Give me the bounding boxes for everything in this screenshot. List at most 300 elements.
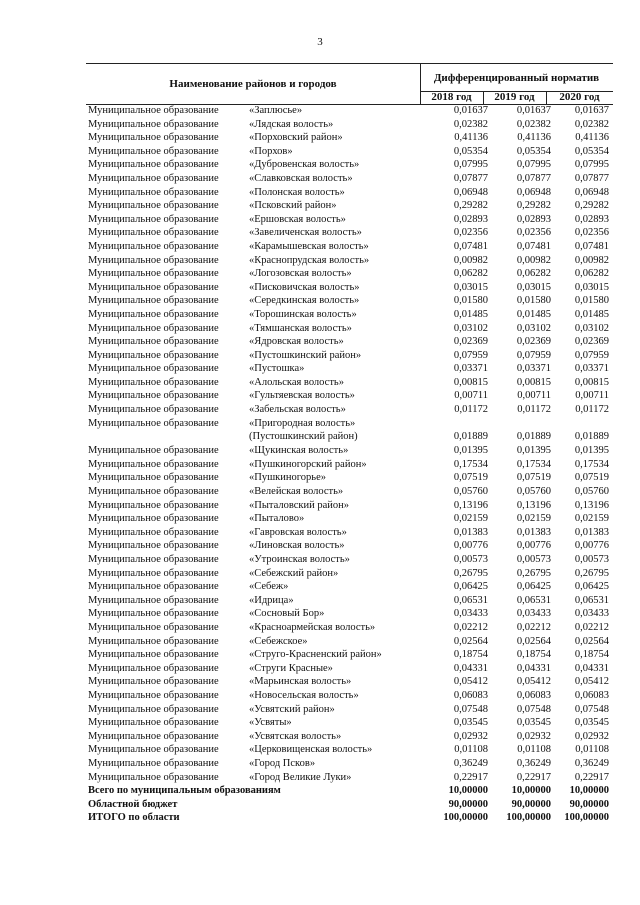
row-label: Муниципальное образование xyxy=(88,105,219,116)
municipality-name-line: «Новосельская волость» xyxy=(249,689,359,701)
value-cell: 0,06083 xyxy=(453,689,488,701)
municipality-name xyxy=(249,145,293,159)
municipality-name xyxy=(249,213,346,227)
municipality-name xyxy=(249,186,345,200)
municipality-name xyxy=(249,403,346,417)
municipality-name-line: «Завеличенская волость» xyxy=(249,227,362,239)
value-cell: 0,02212 xyxy=(574,621,609,633)
row-label: Муниципальное образование xyxy=(88,132,219,144)
value-cell: 0,22917 xyxy=(453,771,488,783)
row-label: Муниципальное образование xyxy=(88,608,219,620)
municipality-name xyxy=(249,362,304,376)
municipality-name xyxy=(249,757,315,771)
value-cell: 0,26795 xyxy=(453,567,488,579)
municipality-name-line: «Славковская волость» xyxy=(249,172,353,184)
row-label: Муниципальное образование xyxy=(88,662,219,674)
row-label: Муниципальное образование xyxy=(88,390,219,402)
value-cell: 0,02564 xyxy=(516,635,551,647)
table-row xyxy=(88,226,613,240)
row-label: Муниципальное образование xyxy=(88,744,219,756)
table-row xyxy=(88,362,613,376)
municipality-name-line: «Пустошкинский район» xyxy=(249,349,362,361)
value-cell: 0,02893 xyxy=(453,213,488,225)
municipality-name-line: «Алольская волость» xyxy=(249,376,344,388)
total-value-cell: 100,00000 xyxy=(443,812,488,824)
value-cell: 0,41136 xyxy=(575,132,609,144)
municipality-name xyxy=(249,526,347,540)
row-label: Муниципальное образование xyxy=(88,594,219,606)
municipality-name-line: «Пыталовский район» xyxy=(249,499,350,511)
value-cell: 0,03371 xyxy=(516,363,551,375)
value-cell: 0,07519 xyxy=(453,472,488,484)
municipality-name-line: «Линовская волость» xyxy=(249,540,345,552)
value-cell: 0,07877 xyxy=(574,172,609,184)
value-cell: 0,07959 xyxy=(574,349,609,361)
table-row xyxy=(88,539,613,553)
municipality-name xyxy=(249,281,360,295)
municipality-name-line: «Пушкиногорский район» xyxy=(249,458,367,470)
municipality-name-line: «Середкинская волость» xyxy=(249,295,360,307)
municipality-name-line: «Торошинская волость» xyxy=(249,308,357,320)
value-cell: 0,01485 xyxy=(516,308,551,320)
value-cell: 0,01889 xyxy=(574,431,609,443)
value-cell: 0,01172 xyxy=(575,404,609,416)
value-cell: 0,41136 xyxy=(517,132,551,144)
value-cell: 0,02564 xyxy=(574,635,609,647)
value-cell: 0,01108 xyxy=(517,744,551,756)
municipality-name-line: «Логозовская волость» xyxy=(249,268,352,280)
value-cell: 0,01889 xyxy=(453,431,488,443)
row-label: Муниципальное образование xyxy=(88,458,219,470)
table-row xyxy=(88,567,613,581)
value-cell: 0,07481 xyxy=(574,240,609,252)
value-cell: 0,00573 xyxy=(516,554,551,565)
value-cell: 0,07548 xyxy=(574,703,609,715)
municipality-name xyxy=(249,104,302,118)
total-label: Областной бюджет xyxy=(88,798,178,810)
table-row xyxy=(88,689,613,703)
value-cell: 0,04331 xyxy=(574,662,609,674)
value-cell: 0,01889 xyxy=(516,431,551,443)
value-cell: 0,02564 xyxy=(453,635,488,647)
municipality-name xyxy=(249,675,351,689)
municipality-name xyxy=(249,131,343,145)
row-label: Муниципальное образование xyxy=(88,159,219,171)
total-value-cell: 90,00000 xyxy=(569,798,609,810)
value-cell: 0,00573 xyxy=(574,554,609,565)
table-row xyxy=(88,322,613,336)
total-label: ИТОГО по области xyxy=(88,812,180,824)
table-row xyxy=(88,403,613,417)
municipality-name xyxy=(249,417,358,445)
municipality-name-line: «Красноармейская волость» xyxy=(249,621,376,633)
column-header-name: Наименование районов и городов xyxy=(86,64,421,104)
value-cell: 0,02212 xyxy=(516,621,551,633)
value-cell: 0,01580 xyxy=(516,295,551,307)
value-cell: 0,06948 xyxy=(516,186,551,198)
table-row xyxy=(88,131,613,145)
value-cell: 0,03433 xyxy=(453,608,488,620)
row-label: Муниципальное образование xyxy=(88,118,219,130)
value-cell: 0,17534 xyxy=(516,458,551,470)
municipality-name xyxy=(249,648,382,662)
value-cell: 0,03545 xyxy=(453,717,488,729)
value-cell: 0,02893 xyxy=(574,213,609,225)
row-label: Муниципальное образование xyxy=(88,322,219,334)
municipality-name-line: «Усвятский район» xyxy=(249,703,335,715)
table-row xyxy=(88,444,613,458)
table-row xyxy=(88,104,613,118)
row-label: Муниципальное образование xyxy=(88,513,219,525)
value-cell: 0,02932 xyxy=(516,730,551,742)
value-cell: 0,29282 xyxy=(516,200,551,212)
value-cell: 0,00982 xyxy=(516,254,551,266)
municipality-name xyxy=(249,199,336,213)
value-cell: 0,02356 xyxy=(453,227,488,239)
row-label: Муниципальное образование xyxy=(88,213,219,225)
value-cell: 0,01580 xyxy=(453,295,488,307)
total-label: Всего по муниципальным образованиям xyxy=(88,785,281,797)
value-cell: 0,03545 xyxy=(574,717,609,729)
value-cell: 0,07995 xyxy=(574,159,609,171)
table-row xyxy=(88,594,613,608)
value-cell: 0,05760 xyxy=(453,486,488,498)
value-cell: 0,01395 xyxy=(516,445,551,457)
row-label: Муниципальное образование xyxy=(88,649,219,661)
municipality-name xyxy=(249,499,349,513)
row-label: Муниципальное образование xyxy=(88,240,219,252)
table-header xyxy=(86,63,613,105)
table-row xyxy=(88,757,613,771)
value-cell: 0,05412 xyxy=(516,676,551,688)
table-row xyxy=(88,417,613,445)
municipality-name xyxy=(249,444,348,458)
value-cell: 0,01637 xyxy=(516,105,551,116)
value-cell: 0,07877 xyxy=(453,172,488,184)
municipality-name xyxy=(249,335,344,349)
row-label: Муниципальное образование xyxy=(88,676,219,688)
municipality-name xyxy=(249,580,288,594)
row-label: Муниципальное образование xyxy=(88,730,219,742)
value-cell: 0,07959 xyxy=(453,349,488,361)
value-cell: 0,07548 xyxy=(453,703,488,715)
row-label: Муниципальное образование xyxy=(88,268,219,280)
municipality-name xyxy=(249,471,326,485)
value-cell: 0,06531 xyxy=(453,594,488,606)
total-value-cell: 90,00000 xyxy=(448,798,488,810)
value-cell: 0,03015 xyxy=(453,281,488,293)
table-row xyxy=(88,743,613,757)
value-cell: 0,00982 xyxy=(574,254,609,266)
table-row xyxy=(88,308,613,322)
row-label: Муниципальное образование xyxy=(88,486,219,498)
table-row xyxy=(88,771,613,785)
municipality-name xyxy=(249,172,353,186)
value-cell: 0,26795 xyxy=(516,567,551,579)
row-label: Муниципальное образование xyxy=(88,363,219,375)
value-cell: 0,05412 xyxy=(574,676,609,688)
table-row xyxy=(88,716,613,730)
table-row xyxy=(88,335,613,349)
municipality-name xyxy=(249,703,335,717)
municipality-name-line: «Велейская волость» xyxy=(249,486,344,498)
value-cell: 0,26795 xyxy=(574,567,609,579)
value-cell: 0,00776 xyxy=(574,540,609,552)
municipality-name xyxy=(249,771,351,785)
value-cell: 0,03015 xyxy=(516,281,551,293)
column-header-year-2020: 2020 год xyxy=(559,91,600,103)
value-cell: 0,07481 xyxy=(516,240,551,252)
row-label: Муниципальное образование xyxy=(88,703,219,715)
municipality-name-line: «Усвяты» xyxy=(249,717,292,729)
row-label: Муниципальное образование xyxy=(88,349,219,361)
value-cell: 0,03102 xyxy=(453,322,488,334)
total-value-cell: 10,00000 xyxy=(511,785,551,797)
table-row xyxy=(88,607,613,621)
value-cell: 0,06425 xyxy=(516,581,551,593)
value-cell: 0,03433 xyxy=(516,608,551,620)
municipality-name-line: «Псковский район» xyxy=(249,200,337,212)
municipality-name-line: «Утроинская волость» xyxy=(249,554,350,565)
value-cell: 0,06282 xyxy=(516,268,551,280)
value-cell: 0,36249 xyxy=(516,757,551,769)
table-row xyxy=(88,635,613,649)
value-cell: 0,06531 xyxy=(574,594,609,606)
municipality-name-line: «Заплюсье» xyxy=(249,105,303,116)
value-cell: 0,06083 xyxy=(516,689,551,701)
value-cell: 0,02356 xyxy=(516,227,551,239)
municipality-name-line: «Струго-Красненский район» xyxy=(249,649,382,661)
column-header-year-2018: 2018 год xyxy=(420,91,484,104)
municipality-name xyxy=(249,567,338,581)
value-cell: 0,06948 xyxy=(574,186,609,198)
value-cell: 0,13196 xyxy=(516,499,551,511)
municipality-name-line: «Себежское» xyxy=(249,635,308,647)
table-row xyxy=(88,389,613,403)
municipality-name-line: «Пустошка» xyxy=(249,363,305,375)
table-row xyxy=(88,471,613,485)
value-cell: 0,01637 xyxy=(574,105,609,116)
table-row xyxy=(88,553,613,567)
municipality-name-line: «Струги Красные» xyxy=(249,662,333,674)
value-cell: 0,02932 xyxy=(453,730,488,742)
row-label: Муниципальное образование xyxy=(88,621,219,633)
municipality-name xyxy=(249,662,333,676)
value-cell: 0,01485 xyxy=(453,308,488,320)
municipality-name xyxy=(249,539,345,553)
municipality-name-line: «Лядская волость» xyxy=(249,118,334,130)
row-label: Муниципальное образование xyxy=(88,554,219,565)
table-row xyxy=(88,240,613,254)
row-label: Муниципальное образование xyxy=(88,540,219,552)
value-cell: 0,06282 xyxy=(574,268,609,280)
row-label: Муниципальное образование xyxy=(88,417,219,429)
value-cell: 0,06948 xyxy=(453,186,488,198)
table-row xyxy=(88,118,613,132)
row-label: Муниципальное образование xyxy=(88,717,219,729)
municipality-name xyxy=(249,254,369,268)
value-cell: 0,06425 xyxy=(574,581,609,593)
value-cell: 0,01637 xyxy=(453,105,488,116)
value-cell: 0,06531 xyxy=(516,594,551,606)
municipality-name-line: «Порхов» xyxy=(249,145,293,157)
municipality-name-note: (Пустошкинский район) xyxy=(249,431,358,443)
value-cell: 0,01108 xyxy=(575,744,609,756)
table-row xyxy=(88,158,613,172)
value-cell: 0,36249 xyxy=(574,757,609,769)
value-cell: 0,17534 xyxy=(574,458,609,470)
municipality-name-line: «Пушкиногорье» xyxy=(249,472,327,484)
row-label: Муниципальное образование xyxy=(88,281,219,293)
municipality-name xyxy=(249,240,369,254)
municipality-name-line: «Ершовская волость» xyxy=(249,213,346,225)
municipality-name xyxy=(249,607,324,621)
municipality-name-line: «Идрица» xyxy=(249,594,294,606)
value-cell: 0,02382 xyxy=(453,118,488,130)
value-cell: 0,02356 xyxy=(574,227,609,239)
row-label: Муниципальное образование xyxy=(88,145,219,157)
value-cell: 0,03102 xyxy=(516,322,551,334)
value-cell: 0,01108 xyxy=(454,744,488,756)
total-row xyxy=(88,798,613,812)
value-cell: 0,41136 xyxy=(454,132,488,144)
total-value-cell: 90,00000 xyxy=(511,798,551,810)
value-cell: 0,02212 xyxy=(453,621,488,633)
table-row xyxy=(88,526,613,540)
row-label: Муниципальное образование xyxy=(88,581,219,593)
municipality-name-line: «Сосновый Бор» xyxy=(249,608,325,620)
column-header-normative: Дифференцированный норматив xyxy=(420,64,613,92)
total-row xyxy=(88,811,613,825)
total-value-cell: 100,00000 xyxy=(506,812,551,824)
municipality-name-line: «Себежский район» xyxy=(249,567,339,579)
total-value-cell: 10,00000 xyxy=(448,785,488,797)
value-cell: 0,18754 xyxy=(516,649,551,661)
value-cell: 0,07519 xyxy=(516,472,551,484)
municipality-name-line: «Город Псков» xyxy=(249,757,316,769)
municipality-name xyxy=(249,689,359,703)
row-label: Муниципальное образование xyxy=(88,336,219,348)
table-row xyxy=(88,213,613,227)
value-cell: 0,00711 xyxy=(575,390,609,402)
municipality-name xyxy=(249,118,333,132)
value-cell: 0,05354 xyxy=(516,145,551,157)
municipality-name-line: «Марьинская волость» xyxy=(249,676,352,688)
value-cell: 0,22917 xyxy=(516,771,551,783)
value-cell: 0,02159 xyxy=(516,513,551,525)
table-row xyxy=(88,458,613,472)
value-cell: 0,07877 xyxy=(516,172,551,184)
municipality-name-line: «Гультяевская волость» xyxy=(249,390,355,402)
municipality-name xyxy=(249,389,355,403)
value-cell: 0,00815 xyxy=(516,376,551,388)
municipality-name-line: «Карамышевская волость» xyxy=(249,240,369,252)
municipality-name-line: «Тямшанская волость» xyxy=(249,322,352,334)
municipality-name xyxy=(249,730,341,744)
municipality-name xyxy=(249,294,359,308)
value-cell: 0,06282 xyxy=(453,268,488,280)
value-cell: 0,00815 xyxy=(574,376,609,388)
table-row xyxy=(88,172,613,186)
value-cell: 0,02369 xyxy=(516,336,551,348)
row-label: Муниципальное образование xyxy=(88,295,219,307)
table-row xyxy=(88,621,613,635)
municipality-name-line: «Пыталово» xyxy=(249,513,305,525)
table-row xyxy=(88,294,613,308)
table-row xyxy=(88,648,613,662)
municipality-name-line: «Город Великие Луки» xyxy=(249,771,352,783)
value-cell: 0,07548 xyxy=(516,703,551,715)
value-cell: 0,29282 xyxy=(574,200,609,212)
row-label: Муниципальное образование xyxy=(88,172,219,184)
value-cell: 0,00573 xyxy=(453,554,488,565)
row-label: Муниципальное образование xyxy=(88,472,219,484)
table-row xyxy=(88,512,613,526)
municipality-name xyxy=(249,376,344,390)
value-cell: 0,03545 xyxy=(516,717,551,729)
row-label: Муниципальное образование xyxy=(88,200,219,212)
value-cell: 0,00711 xyxy=(517,390,551,402)
table-row xyxy=(88,199,613,213)
value-cell: 0,00711 xyxy=(454,390,488,402)
municipality-name-line: «Усвятская волость» xyxy=(249,730,342,742)
municipality-name xyxy=(249,553,350,567)
municipality-name-line: «Дубровенская волость» xyxy=(249,159,360,171)
row-label: Муниципальное образование xyxy=(88,404,219,416)
municipality-name-line: «Пригородная волость» xyxy=(249,417,356,429)
value-cell: 0,02369 xyxy=(453,336,488,348)
row-label: Муниципальное образование xyxy=(88,689,219,701)
value-cell: 0,00776 xyxy=(516,540,551,552)
row-label: Муниципальное образование xyxy=(88,771,219,783)
value-cell: 0,07995 xyxy=(516,159,551,171)
municipality-name-line: «Себеж» xyxy=(249,581,289,593)
row-label: Муниципальное образование xyxy=(88,499,219,511)
table-row xyxy=(88,675,613,689)
value-cell: 0,13196 xyxy=(574,499,609,511)
value-cell: 0,06083 xyxy=(574,689,609,701)
municipality-name-line: «Щукинская волость» xyxy=(249,445,349,457)
municipality-name-line: «Полонская волость» xyxy=(249,186,345,198)
value-cell: 0,05760 xyxy=(574,486,609,498)
municipality-name-line: «Порховский район» xyxy=(249,132,343,144)
value-cell: 0,02382 xyxy=(516,118,551,130)
municipality-name xyxy=(249,512,304,526)
total-row xyxy=(88,784,613,798)
value-cell: 0,18754 xyxy=(453,649,488,661)
value-cell: 0,06425 xyxy=(453,581,488,593)
value-cell: 0,02369 xyxy=(574,336,609,348)
table-row xyxy=(88,662,613,676)
table-row xyxy=(88,580,613,594)
value-cell: 0,07519 xyxy=(574,472,609,484)
municipality-name xyxy=(249,458,367,472)
value-cell: 0,03433 xyxy=(574,608,609,620)
municipality-name xyxy=(249,621,375,635)
value-cell: 0,05760 xyxy=(516,486,551,498)
municipality-name xyxy=(249,226,362,240)
municipality-name xyxy=(249,158,359,172)
page-number: 3 xyxy=(317,36,323,48)
municipality-name xyxy=(249,635,308,649)
municipality-name xyxy=(249,485,343,499)
value-cell: 0,01395 xyxy=(453,445,488,457)
municipality-name xyxy=(249,322,352,336)
municipality-name-line: «Церковищенская волость» xyxy=(249,744,373,756)
row-label: Муниципальное образование xyxy=(88,757,219,769)
value-cell: 0,01383 xyxy=(453,526,488,538)
municipality-name-line: «Краснопрудская волость» xyxy=(249,254,370,266)
